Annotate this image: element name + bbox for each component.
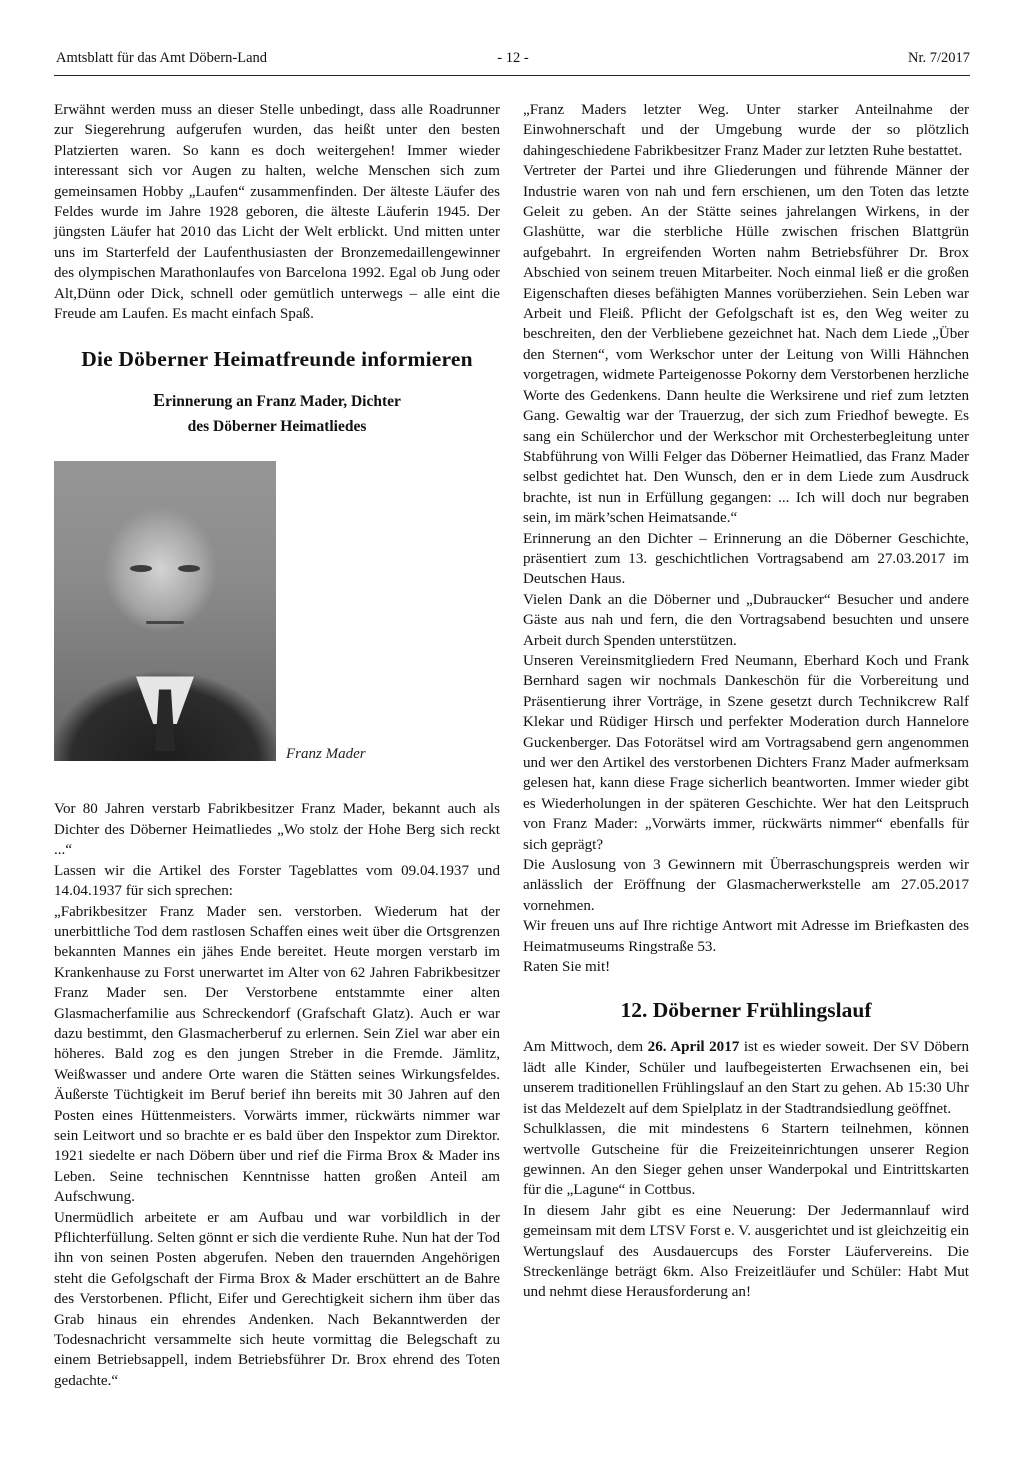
franz-mader-portrait	[54, 461, 276, 761]
right-column	[523, 100, 969, 1303]
body-paragraph: Vielen Dank an die Döberner und „Dubraucker“ Besucher und andere Gäste aus nah und fern, die den Vortragsabend besuchten und unsere Arbeit durch Spenden unterstützen.	[523, 591, 969, 649]
page-header	[56, 50, 970, 70]
body-paragraph: Vor 80 Jahren verstarb Fabrikbesitzer Franz Mader, bekannt auch als Dichter des Döberner Heimatliedes „Wo stolz der Hohe Berg sich reckt ...“	[54, 801, 500, 859]
body-paragraph: „Fabrikbesitzer Franz Mader sen. verstorben. Wiederum hat der unerbittliche Tod dem rastlosen Schaffen eines weit über die Ortsgrenzen bekannten Mannes ein jähes Ende bereitet. Heute morgen verstarb im Krankenhause zu Forst unerwartet im Alter von 62 Jahren Fabrikbesitzer Franz Mader sen. Der Verstorbene entstammte einer alten Glasmacherfamilie aus Schreckendorf (Grafschaft Glatz). Auch er war dazu bestimmt, den Glasmacherberuf zu erlernen. Sein Ziel war aber ein höheres. Bald zog es den jungen Streber in die Fremde. Jämlitz, Weißwasser und andere Orte waren die Stätten seines Wirkungsfeldes. Äußerste Tüchtigkeit im Beruf berief ihn bereits mit 30 Jahren auf den Posten eines Hüttenmeisters. Vorwärts immer, rückwärts nimmer war sein Leitwort und so brachte er es bald über den Inspektor zum Direktor. 1921 siedelte er nach Döbern über und rief die Firma Brox & Mader ins Leben. Seine technischen Kenntnisse hatten großen Anteil am Aufschwung.	[54, 903, 500, 1206]
portrait-eyes	[126, 565, 204, 575]
section-title-fruehlingslauf: 12. Döberner Frühlingslauf	[620, 998, 872, 1023]
photo-caption: Franz Mader	[286, 746, 366, 763]
header-rule	[54, 75, 970, 76]
body-paragraph: In diesem Jahr gibt es eine Neuerung: Der Jedermannlauf wird gemeinsam mit dem LTSV Forst e. V. ausgerichtet und ist gleichzeitig ein Wertungslauf des Ausdauercups des Forster Läufervereins. Die Streckenlänge beträgt 6km. Also Freizeitläufer und Schüler: Habt Mut und nehmt diese Herausforderung an!	[523, 1202, 969, 1301]
section-title-heimatfreunde: Die Döberner Heimatfreunde informieren	[81, 347, 473, 372]
portrait-figure	[54, 461, 500, 779]
body-paragraph: Lassen wir die Artikel des Forster Tageblattes vom 09.04.1937 und 14.04.1937 für sich sprechen:	[54, 862, 500, 900]
body-paragraph: „Franz Maders letzter Weg. Unter starker Anteilnahme der Einwohnerschaft und der Umgebung wurde der so plötzlich dahingeschiedene Fabrikbesitzer Franz Mader zur letzten Ruhe bestattet.	[523, 102, 969, 159]
left-column	[54, 100, 500, 1391]
publication-title: Amtsblatt für das Amt Döbern-Land	[56, 50, 268, 66]
body-paragraph: Die Auslosung von 3 Gewinnern mit Überraschungspreis werden wir anlässlich der Eröffnung der Glasmacherwerkstelle am 27.05.2017 vornehmen.	[523, 857, 969, 914]
body-paragraph: Schulklassen, die mit mindestens 6 Startern teilnehmen, können wertvolle Gutscheine für die Freizeiteinrichtungen unserer Region gewinnen. An den Sieger gehen unser Wanderpokal und Eintrittskarten für die „Lagune“ in Cottbus.	[523, 1121, 969, 1199]
body-paragraph: Raten Sie mit!	[523, 959, 611, 976]
portrait-mouth	[146, 621, 184, 624]
issue-number: Nr. 7/2017	[907, 50, 970, 66]
run-date: 26. April 2017	[647, 1039, 740, 1056]
page-number: - 12 -	[497, 50, 529, 66]
roadrunner-paragraph: Erwähnt werden muss an dieser Stelle unbedingt, dass alle Roadrunner zur Siegerehrung aufgerufen wurden, das heißt unter den besten Platzierten waren. So kann es doch weitergehen! Immer wieder interessant sich vor Augen zu halten, welche Menschen sich zum gemeinsamen Hobby „Laufen“ zusammenfinden. Der älteste Läufer des Feldes wurde im Jahre 1928 geboren, die älteste Läuferin 1945. Der jüngsten Läufer hat 2010 das Licht der Welt erblickt. Und mitten unter uns im Starterfeld der Laufenthusiasten der Bronzemedaillengewinner des olympischen Marathonlaufes von Barcelona 1992. Egal ob Jung oder Alt,Dünn oder Dick, schnell oder gemütlich unterwegs – alle eint die Freude am Laufen. Es macht einfach Spaß.	[54, 102, 500, 323]
body-paragraph: Unseren Vereinsmitgliedern Fred Neumann, Eberhard Koch und Frank Bernhard sagen wir nochmals Dankeschön für die Vorbereitung und Präsentierung ihrer Vorträge, in Szene gesetzt durch Technikcrew Ralf Klekar und Rüdiger Hirsch und perfekter Moderation durch Hannelore Guckenberger. Das Fotorätsel wird am Vortragsabend gern angenommen und wer den Artikel des verstorbenen Dichters Franz Mader aufmerksam gelesen hat, kann diese Frage sicherlich beantworten. Immer wieder gibt es Wiederholungen in der späteren Geschichte. Wer hat den Leitspruch von Franz Mader: „Vorwärts immer, rückwärts nimmer“ ebenfalls für sich geprägt?	[523, 652, 969, 853]
run-intro-paragraph	[523, 1037, 969, 1119]
article-subtitle	[54, 388, 500, 439]
subtitle-initial: E	[153, 390, 166, 411]
subtitle-line2: des Döberner Heimatliedes	[187, 418, 367, 436]
subtitle-line1: rinnerung an Franz Mader, Dichter	[165, 393, 401, 411]
run-intro-text: Am Mittwoch, dem	[523, 1039, 648, 1056]
run-intro-text: ist es wieder soweit. Der SV Döbern lädt alle Kinder, Schüler und laufbegeisterten Erwachsenen ein, bei unserem traditionellen Frühlingslauf an den Start zu gehen. Ab 15:30 Uhr ist das Meldezelt auf dem Spielplatz in der Stadtrandsiedlung geöffnet.	[523, 1039, 969, 1117]
body-paragraph: Vertreter der Partei und ihre Gliederungen und führende Männer der Industrie waren von nah und fern erschienen, um den Toten das letzte Geleit zu geben. An der Stätte seines jahrelangen Wirkens, in der Glashütte, war die sterbliche Hülle zwischen frischen Blattgrün aufgebahrt. In ergreifenden Worten nahm Betriebsführer Dr. Brox Abschied von seinem treuen Mitarbeiter. Noch einmal ließ er die großen Eigenschaften dieses befähigten Mannes vorüberziehen. Sein Leben war Arbeit und Fleiß. Pflicht der Gefolgschaft ist es, den Weg weiter zu beschreiten, den der Verbliebene gezeichnet hat. Nach dem Liede „Über den Sternen“, vom Werkschor unter der Leitung von Willi Hähnchen vorgetragen, widmete Parteigenosse Pokorny dem Verstorbenen herzliche Worte des Gedenkens. Dann heulte die Werksirene und rief zum letzten Gang. Gewaltig war der Trauerzug, der sich zum Friedhof bewegte. Es sang ein Schülerchor und der Werkschor mit Orchesterbegleitung unter Stabführung von Willi Felger das Döberner Heimatlied, das Franz Mader selbst gedichtet hat. Den Wunsch, den er in dem Liede zum Ausdruck brachte, ist nun in Erfüllung gegangen: ... Ich will doch nur begraben sein, im märk’schen Heimatsande.“	[523, 163, 969, 527]
body-paragraph: Wir freuen uns auf Ihre richtige Antwort mit Adresse im Briefkasten des Heimatmuseums Ringstraße 53.	[523, 918, 969, 955]
body-paragraph: Unermüdlich arbeitete er am Aufbau und war vorbildlich in der Pflichterfüllung. Selten gönnt er sich die verdiente Ruhe. Nun hat der Tod ihn von seinen Posten abgerufen. Neben den trauernden Angehörigen steht die Gefolgschaft der Firma Brox & Mader erschüttert an de Bahre des Verstorbenen. Pflicht, Eifer und Gerechtigkeit sichern ihm über das Grab hinaus ein ehrendes Andenken. Nach Bekanntwerden der Todesnachricht versammelte sich heute vormittag die Belegschaft zu einem Betriebsappell, indem Betriebsführer Dr. Brox ehrend des Toten gedachte.“	[54, 1209, 500, 1389]
body-paragraph: Erinnerung an den Dichter – Erinnerung an die Döberner Geschichte, präsentiert zum 13. geschichtlichen Vortragsabend am 27.03.2017 im Deutschen Haus.	[523, 530, 969, 588]
